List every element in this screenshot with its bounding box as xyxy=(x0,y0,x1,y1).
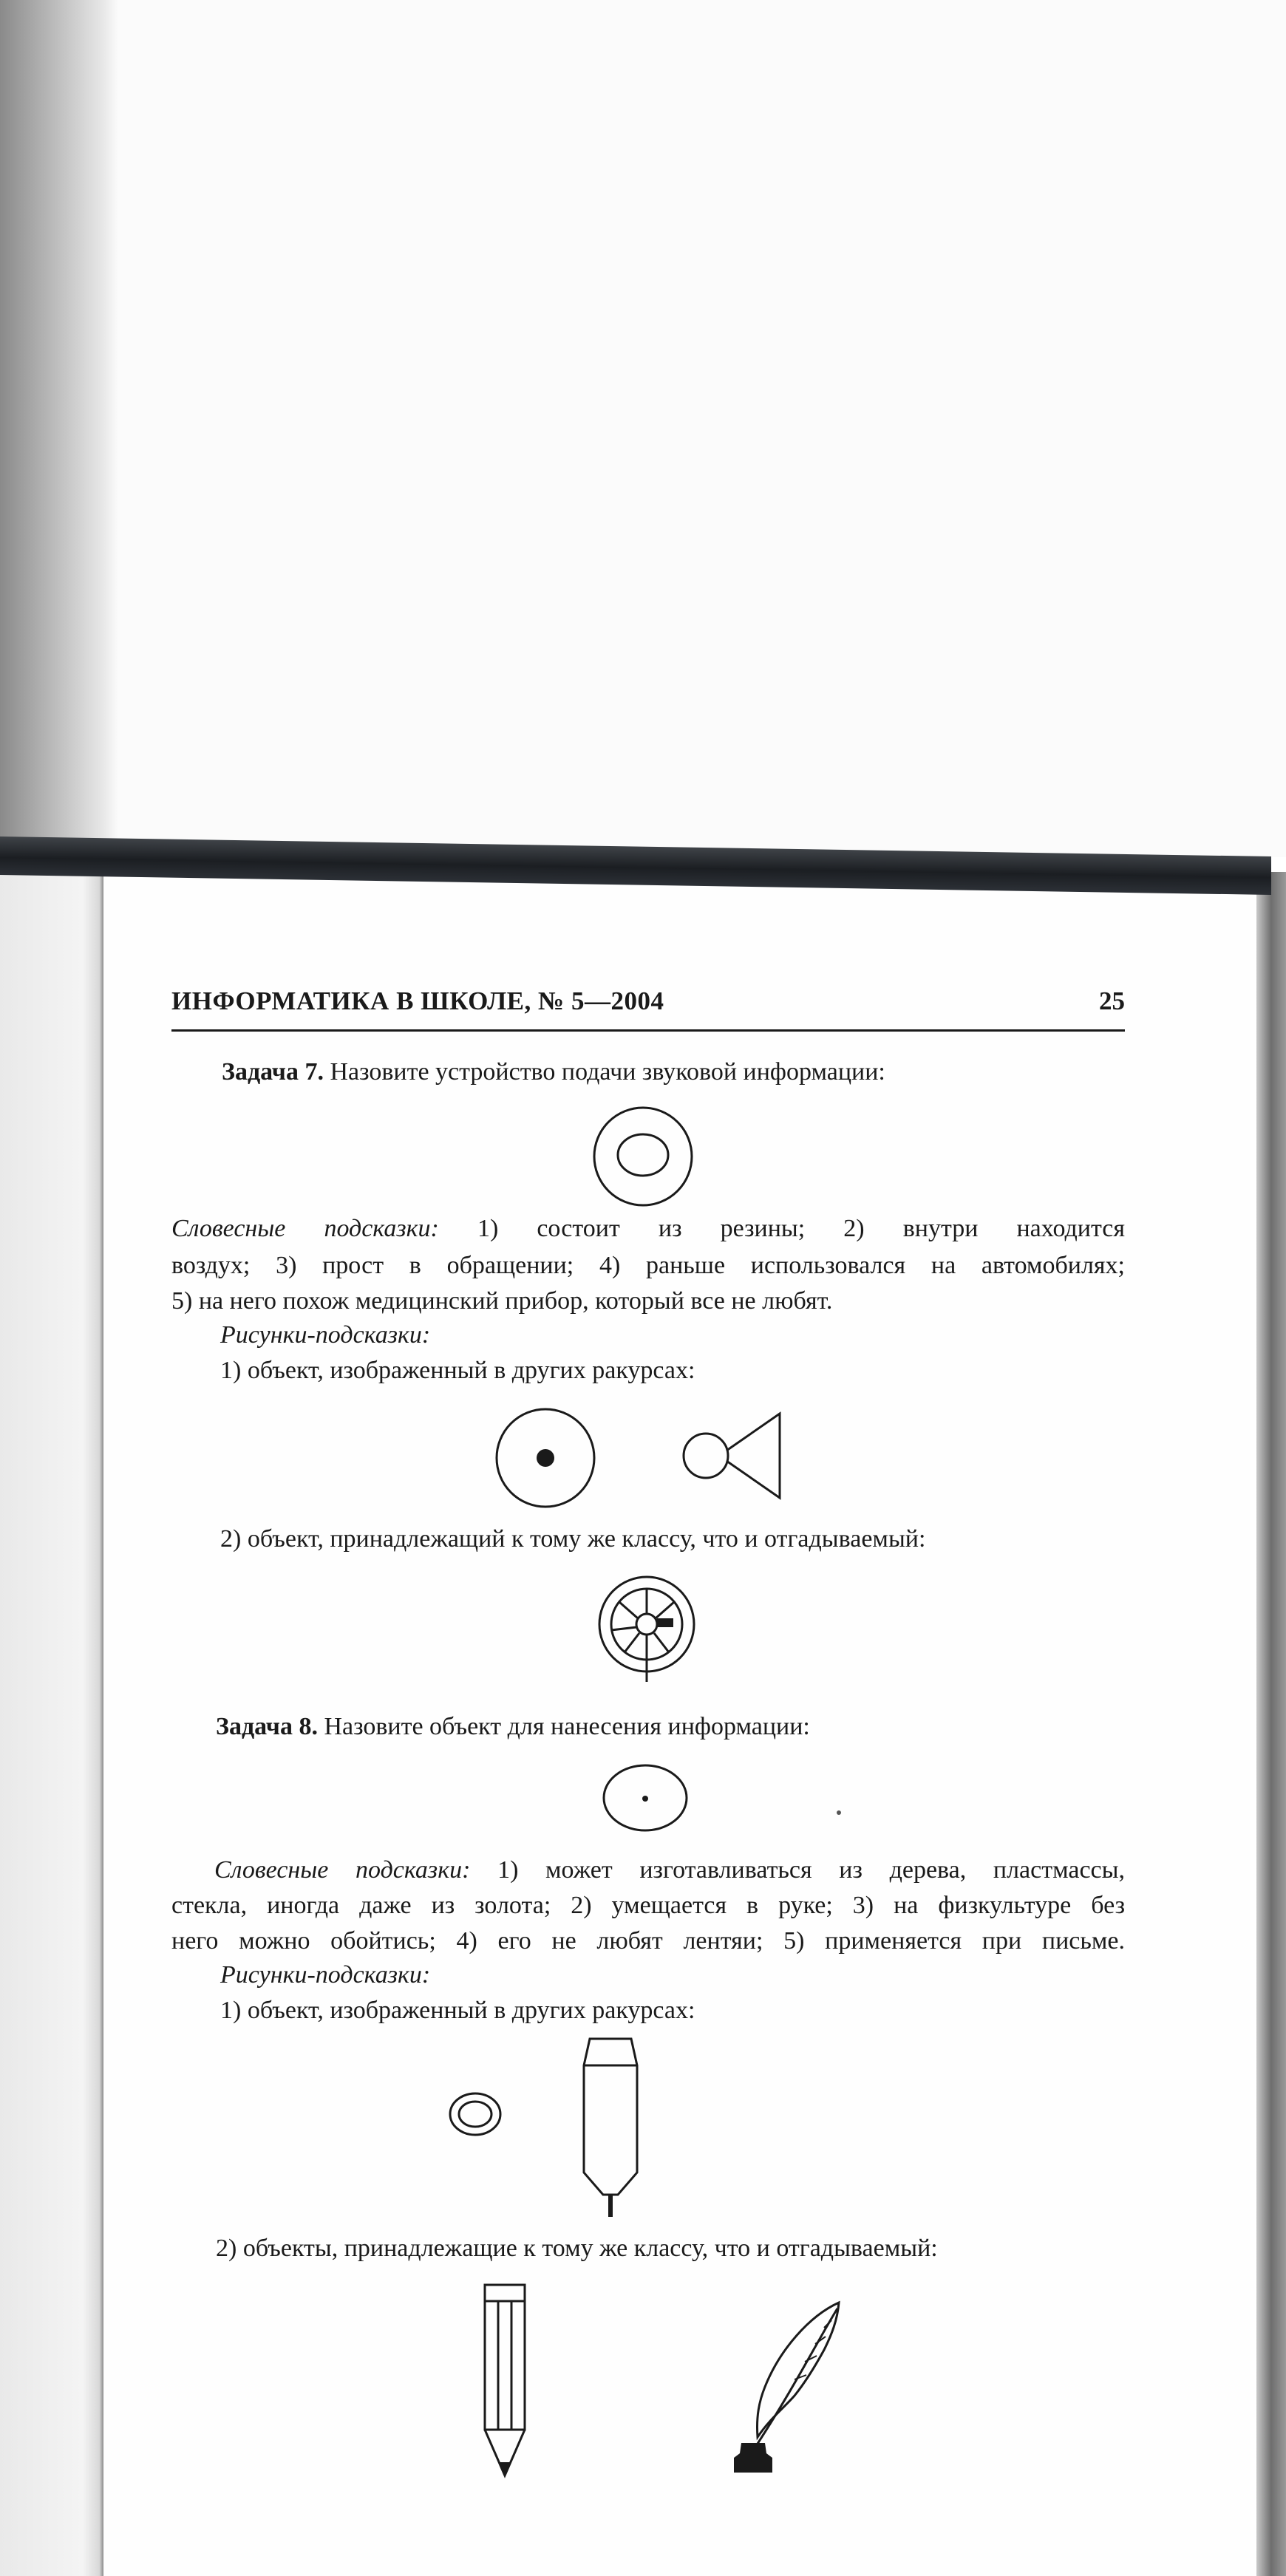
task7-question: Назовите устройство подачи звуковой информации: xyxy=(330,1058,885,1086)
pen-top-view-icon xyxy=(602,1762,691,1836)
pencil-icon xyxy=(479,2282,531,2481)
left-page-edge xyxy=(0,868,103,2576)
task7-verbal-hints-line3: 5) на него похож медицинский прибор, который все не любят. xyxy=(171,1287,833,1315)
task8-picture-hint1: 1) объект, изображенный в других ракурсах: xyxy=(220,1997,695,2024)
task7-picture-hints-label: Рисунки-подсказки: xyxy=(220,1321,431,1349)
task8-question: Назовите объект для нанесения информации: xyxy=(324,1713,810,1740)
task8-verbal-hints-line2: стекла, иногда даже из золота; 2) умещается в руке; 3) на физкультуре без xyxy=(171,1892,1125,1919)
task7-verbal-hints-line1: Словесные подсказки: 1) состоит из резины; 2) внутри находится xyxy=(171,1215,1125,1242)
page-right-edge xyxy=(1256,872,1286,2576)
task7-heading xyxy=(222,1055,885,1089)
task7-verbal-hints-line2: воздух; 3) прост в обращении; 4) раньше использовался на автомобилях; xyxy=(171,1252,1125,1279)
task8-verbal-hints-label: Словесные подсказки: xyxy=(214,1856,471,1884)
task7-picture-hint2: 2) объект, принадлежащий к тому же классу, что и отгадываемый: xyxy=(220,1525,926,1553)
task8-picture-hints-label: Рисунки-подсказки: xyxy=(220,1961,431,1989)
scan-shadow xyxy=(0,0,118,857)
task7-picture-hint1: 1) объект, изображенный в других ракурсах: xyxy=(220,1357,695,1384)
task8-verbal-hints-line3: него можно обойтись; 4) его не любят лентяи; 5) применяется при письме. xyxy=(171,1927,1125,1955)
task7-label: Задача 7. xyxy=(222,1058,324,1086)
page-number: 25 xyxy=(1099,987,1125,1015)
pen-side-view-icon xyxy=(574,2036,647,2221)
horn-bulb-front-view-icon xyxy=(494,1406,597,1510)
quill-and-inkwell-icon xyxy=(721,2298,854,2476)
journal-title: ИНФОРМАТИКА В ШКОЛЕ, № 5—2004 xyxy=(171,987,664,1015)
task8-picture-hint2: 2) объекты, принадлежащие к тому же классу, что и отгадываемый: xyxy=(216,2235,938,2262)
horn-bulb-top-view-icon xyxy=(591,1105,695,1208)
phone-dial-icon xyxy=(595,1574,698,1685)
running-head xyxy=(171,987,1125,1032)
speck xyxy=(835,1809,843,1816)
horn-side-view-icon xyxy=(676,1408,787,1504)
task8-verbal-hints-line1: Словесные подсказки: 1) может изготавливаться из дерева, пластмассы, xyxy=(214,1856,1125,1884)
task8-heading xyxy=(216,1710,810,1744)
pen-cap-end-view-icon xyxy=(448,2091,503,2137)
task7-verbal-hints-label: Словесные подсказки: xyxy=(171,1215,439,1242)
task8-label: Задача 8. xyxy=(216,1713,318,1740)
blank-page-area xyxy=(0,0,1286,857)
